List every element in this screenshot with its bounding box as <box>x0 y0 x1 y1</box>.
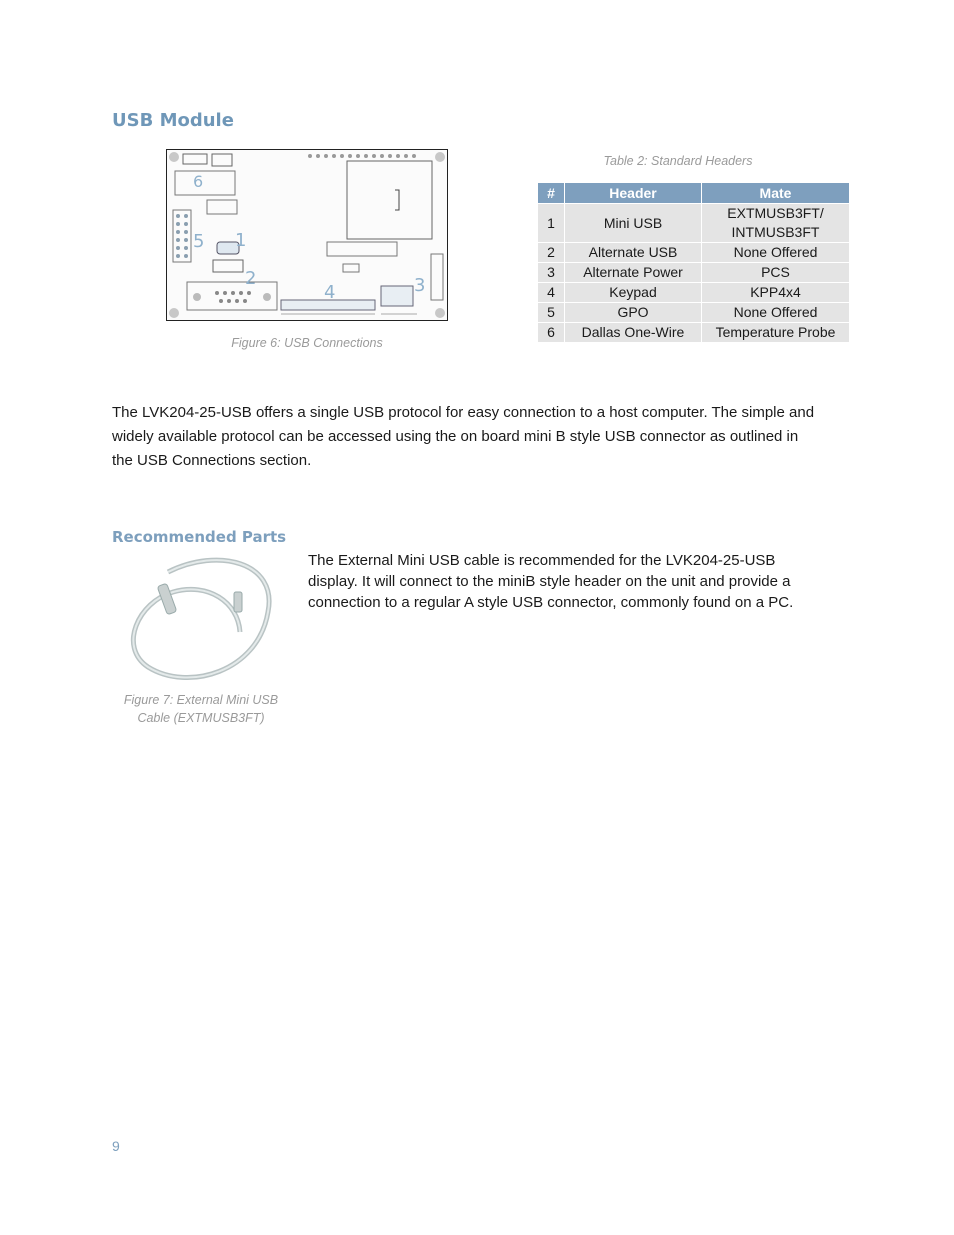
cell-mate: KPP4x4 <box>702 283 850 303</box>
table-header-row <box>538 183 850 204</box>
cell-header: Alternate Power <box>565 263 702 283</box>
section-title: USB Module <box>112 110 234 131</box>
intro-paragraph <box>112 401 872 473</box>
cell-mate-line1: EXTMUSB3FT/ <box>727 205 824 221</box>
cell-header: Dallas One-Wire <box>565 323 702 343</box>
figure6-caption: Figure 6: USB Connections <box>231 336 383 350</box>
cell-num: 5 <box>538 303 565 323</box>
recommended-line-1: The External Mini USB cable is recommended for the LVK204-25-USB <box>308 552 776 569</box>
cell-header: GPO <box>565 303 702 323</box>
callout-1: 1 <box>235 230 247 251</box>
callout-3: 3 <box>414 275 426 296</box>
usb-connections-figure <box>166 149 448 321</box>
table-row <box>538 243 850 263</box>
figure7-caption <box>116 691 286 727</box>
callout-4: 4 <box>324 282 336 303</box>
table-row <box>538 323 850 343</box>
usb-cable-image <box>128 552 278 692</box>
recommended-parts-title: Recommended Parts <box>112 528 287 546</box>
page-number: 9 <box>112 1138 120 1154</box>
table-row <box>538 263 850 283</box>
recommended-parts-text <box>308 550 868 613</box>
cell-num: 1 <box>538 204 565 243</box>
cell-header: Mini USB <box>565 204 702 243</box>
cell-mate: None Offered <box>702 303 850 323</box>
figure7-caption-line1: Figure 7: External Mini USB <box>123 693 279 707</box>
column-header-mate: Mate <box>702 183 850 204</box>
column-header-num: # <box>538 183 565 204</box>
table-row <box>538 283 850 303</box>
callout-2: 2 <box>245 268 257 289</box>
recommended-line-3: connection to a regular A style USB connector, commonly found on a PC. <box>308 594 794 611</box>
cell-num: 6 <box>538 323 565 343</box>
intro-line-3: the USB Connections section. <box>112 452 312 469</box>
table2-caption: Table 2: Standard Headers <box>603 154 753 168</box>
intro-line-2: widely available protocol can be accessed using the on board mini B style USB connector as outlined in <box>112 428 799 445</box>
callout-6: 6 <box>193 172 204 191</box>
table-row <box>538 204 850 243</box>
cell-mate-line2: INTMUSB3FT <box>731 224 820 240</box>
cell-mate: PCS <box>702 263 850 283</box>
cell-header: Keypad <box>565 283 702 303</box>
cell-num: 2 <box>538 243 565 263</box>
standard-headers-table <box>537 182 850 343</box>
cell-mate <box>702 204 850 243</box>
cell-num: 3 <box>538 263 565 283</box>
cell-mate: Temperature Probe <box>702 323 850 343</box>
cell-mate: None Offered <box>702 243 850 263</box>
table-row <box>538 303 850 323</box>
cell-header: Alternate USB <box>565 243 702 263</box>
intro-line-1: The LVK204-25-USB offers a single USB protocol for easy connection to a host computer. The simple and <box>112 404 815 421</box>
cell-num: 4 <box>538 283 565 303</box>
recommended-line-2: display. It will connect to the miniB style header on the unit and provide a <box>308 573 791 590</box>
column-header-header: Header <box>565 183 702 204</box>
callout-5: 5 <box>193 231 205 252</box>
figure7-caption-line2: Cable (EXTMUSB3FT) <box>137 711 265 725</box>
